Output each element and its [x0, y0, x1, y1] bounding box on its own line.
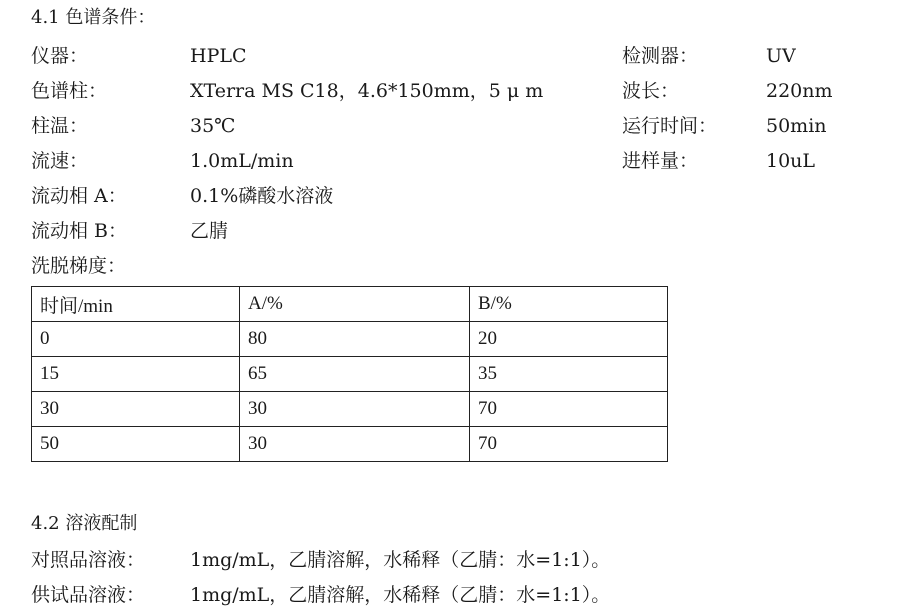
- reference-solution-label: 对照品溶液：: [31, 549, 146, 571]
- wavelength-value: 220nm: [766, 80, 833, 102]
- cell-a: 30: [240, 427, 470, 462]
- detector-label: 检测器：: [622, 45, 699, 67]
- column-value: XTerra MS C18，4.6*150mm，5 μ m: [190, 80, 544, 102]
- injection-value: 10uL: [766, 150, 816, 172]
- header-b: B/%: [470, 287, 668, 322]
- flow-value: 1.0mL/min: [190, 150, 294, 172]
- cell-a: 30: [240, 392, 470, 427]
- table-row: [32, 427, 668, 462]
- instrument-value: HPLC: [190, 45, 247, 67]
- header-time: 时间/min: [32, 287, 240, 322]
- table-header-row: [32, 287, 668, 322]
- cell-b: 20: [470, 322, 668, 357]
- cell-b: 35: [470, 357, 668, 392]
- header-a: A/%: [240, 287, 470, 322]
- test-solution-label: 供试品溶液：: [31, 584, 146, 606]
- cell-time: 15: [32, 357, 240, 392]
- table-row: [32, 322, 668, 357]
- cell-b: 70: [470, 427, 668, 462]
- table-row: [32, 392, 668, 427]
- cell-a: 80: [240, 322, 470, 357]
- phase-a-label: 流动相 A：: [31, 185, 127, 207]
- gradient-table: [31, 286, 668, 462]
- wavelength-label: 波长：: [622, 80, 680, 102]
- phase-b-label: 流动相 B：: [31, 220, 128, 242]
- cell-time: 30: [32, 392, 240, 427]
- section-4-1-heading: 4.1 色谱条件：: [31, 7, 156, 28]
- flow-label: 流速：: [31, 150, 89, 172]
- cell-a: 65: [240, 357, 470, 392]
- reference-solution-value: 1mg/mL，乙腈溶解，水稀释（乙腈：水=1:1）。: [190, 549, 611, 571]
- injection-label: 进样量：: [622, 150, 699, 172]
- runtime-label: 运行时间：: [622, 115, 718, 137]
- section-4-2-heading: 4.2 溶液配制: [31, 513, 138, 534]
- column-label: 色谱柱：: [31, 80, 108, 102]
- temp-label: 柱温：: [31, 115, 89, 137]
- table-row: [32, 357, 668, 392]
- phase-b-value: 乙腈: [190, 220, 229, 242]
- temp-value: 35℃: [190, 115, 236, 137]
- cell-time: 50: [32, 427, 240, 462]
- test-solution-value: 1mg/mL，乙腈溶解，水稀释（乙腈：水=1:1）。: [190, 584, 611, 606]
- detector-value: UV: [766, 45, 796, 67]
- cell-b: 70: [470, 392, 668, 427]
- gradient-label: 洗脱梯度：: [31, 255, 127, 277]
- phase-a-value: 0.1%磷酸水溶液: [190, 185, 334, 207]
- instrument-label: 仪器：: [31, 45, 89, 67]
- cell-time: 0: [32, 322, 240, 357]
- runtime-value: 50min: [766, 115, 827, 137]
